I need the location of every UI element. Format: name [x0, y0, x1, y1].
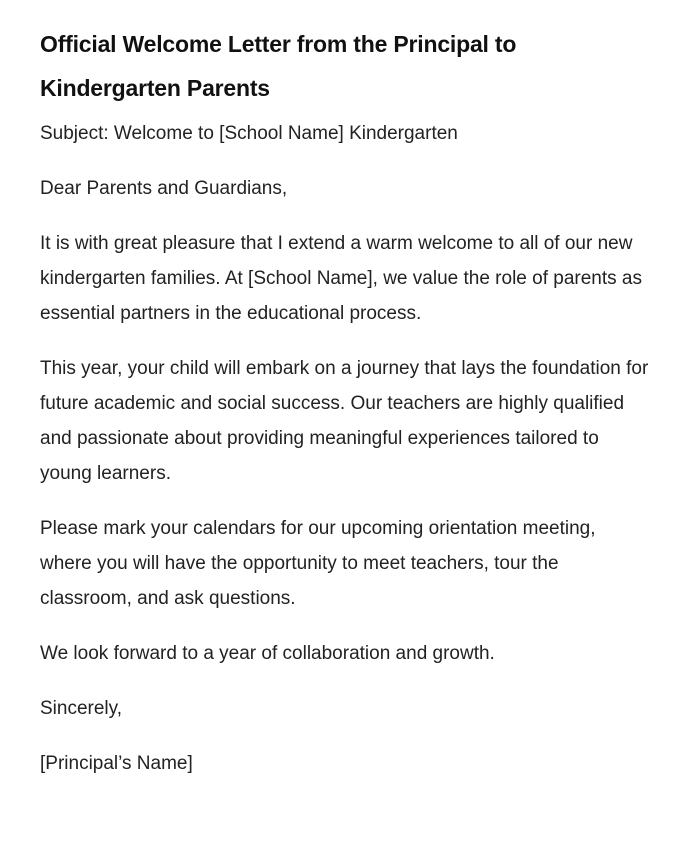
letter-title: Official Welcome Letter from the Principal to Kindergarten Parents: [40, 31, 517, 101]
letter-salutation: Dear Parents and Guardians,: [40, 178, 288, 199]
letter-subject: Subject: Welcome to [School Name] Kindergarten: [40, 123, 458, 144]
letter-closing: Sincerely,: [40, 698, 123, 719]
letter-paragraph-orientation: Please mark your calendars for our upcoming orientation meeting, where you will have the opportunity to meet teachers, tour the classroom, and ask questions.: [40, 518, 596, 609]
letter-paragraph-closing-remark: We look forward to a year of collaboration and growth.: [40, 643, 495, 664]
letter-signature: [Principal’s Name]: [40, 753, 193, 774]
letter-paragraph-welcome: It is with great pleasure that I extend a warm welcome to all of our new kindergarten families. At [School Name], we value the role of parents as essential partners in the educational process.: [40, 233, 642, 324]
letter-paragraph-journey: This year, your child will embark on a journey that lays the foundation for future academic and social success. Our teachers are highly qualified and passionate about providing meaningful experiences tailored to young learners.: [40, 358, 649, 484]
